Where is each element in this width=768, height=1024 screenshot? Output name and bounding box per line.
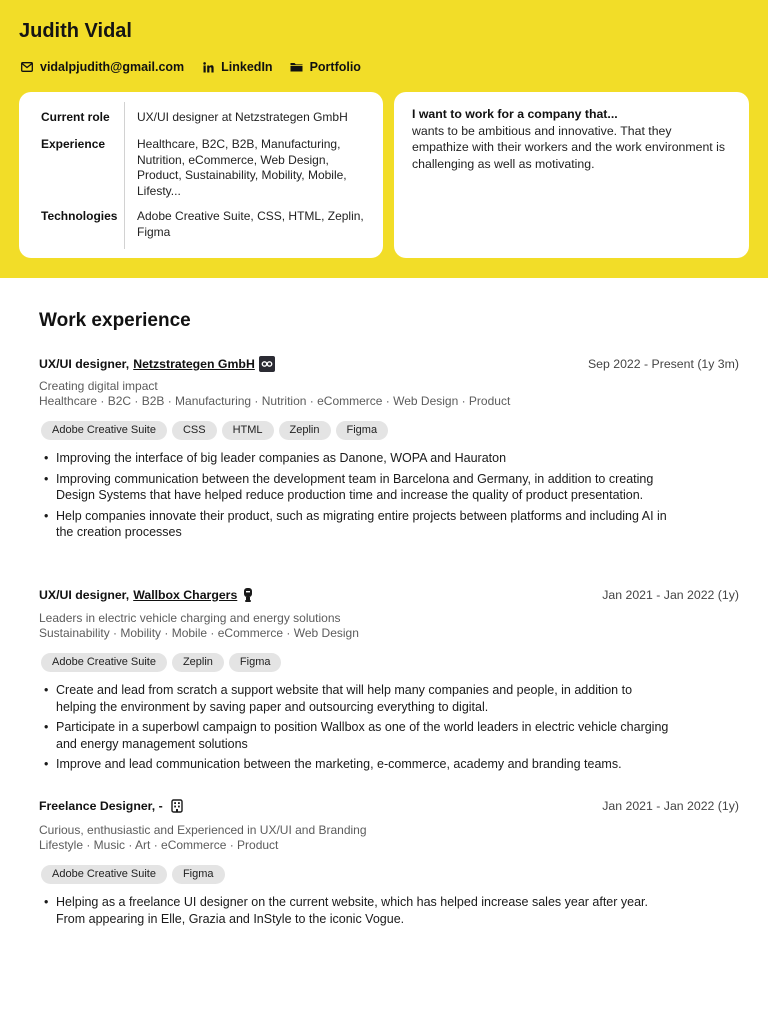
- email-link[interactable]: [19, 59, 184, 75]
- skill-tag: Zeplin: [172, 653, 224, 672]
- job-tagline: Leaders in electric vehicle charging and energy solutions: [39, 611, 341, 625]
- summary-row-current-role: [19, 102, 383, 133]
- job-title: [39, 356, 275, 372]
- netzstrategen-logo-icon: [259, 356, 275, 372]
- skill-tag: Figma: [336, 421, 389, 440]
- summary-value: UX/UI designer at Netzstrategen GmbH: [124, 102, 369, 133]
- linkedin-icon: [200, 59, 216, 75]
- list-item: • Improve and lead communication between the marketing, e-commerce, academy and branding teams.: [44, 757, 622, 771]
- tag-list: [41, 421, 739, 440]
- building-icon: [171, 799, 183, 813]
- company-link[interactable]: Wallbox Chargers: [133, 588, 238, 602]
- bullet-text: Create and lead from scratch a support website that will help many companies and people, in addition to helping the environment by saving paper and outsourcing everything to digital.: [56, 683, 633, 714]
- job-sectors: Sustainability · Mobility · Mobile · eCommerce · Web Design: [39, 626, 359, 640]
- skill-tag: Figma: [229, 653, 282, 672]
- job-sectors: Healthcare · B2C · B2B · Manufacturing · Nutrition · eCommerce · Web Design · Product: [39, 394, 511, 408]
- tag-list: [41, 865, 739, 884]
- summary-row-technologies: [19, 206, 383, 249]
- job-date: Jan 2021 - Jan 2022 (1y): [602, 799, 739, 813]
- bullet-text: Improving communication between the development team in Barcelona and Germany, in addition to creating Design Systems that have helped reduce production time and increase the quality of product presentation.: [56, 471, 654, 502]
- job-title: [39, 799, 183, 813]
- work-experience-title: Work experience: [39, 310, 191, 331]
- folder-icon: [289, 59, 305, 75]
- summary-row-experience: [19, 133, 383, 206]
- linkedin-text: LinkedIn: [221, 60, 273, 74]
- tag-list: [41, 653, 739, 672]
- summary-label: Experience: [41, 137, 106, 151]
- bullet-text: Help companies innovate their product, such as migrating entire projects between platforms and including AI in the creation processes: [56, 508, 667, 539]
- job-sectors: Lifestyle · Music · Art · eCommerce · Product: [39, 838, 279, 852]
- summary-value: Healthcare, B2C, B2B, Manufacturing, Nutrition, eCommerce, Web Design, Product, Sustainability, Mobility, Mobile, Lifesty...: [124, 133, 369, 206]
- summary-card: [19, 92, 383, 258]
- bullet-list: [39, 450, 669, 541]
- skill-tag: CSS: [172, 421, 217, 440]
- job-role: UX/UI designer,: [39, 357, 130, 371]
- list-item: • Help companies innovate their product, such as migrating entire projects between platforms and including AI in the creation processes: [39, 508, 669, 541]
- skill-tag: HTML: [222, 421, 274, 440]
- list-item: • Participate in a superbowl campaign to position Wallbox as one of the world leaders in electric vehicle charging and energy management solutions: [44, 720, 669, 751]
- goal-card: [394, 92, 749, 258]
- skill-tag: Adobe Creative Suite: [41, 421, 167, 440]
- envelope-icon: [19, 59, 35, 75]
- skill-tag: Adobe Creative Suite: [41, 653, 167, 672]
- summary-label: Current role: [41, 110, 110, 124]
- bullet-list: [39, 894, 669, 927]
- job-tagline: Creating digital impact: [39, 379, 158, 393]
- bullet-text: Improve and lead communication between the marketing, e-commerce, academy and branding teams.: [56, 757, 622, 771]
- list-item: • Improving the interface of big leader companies as Danone, WOPA and Hauraton: [44, 451, 507, 465]
- goal-text: wants to be ambitious and innovative. That they empathize with their workers and the work environment is challenging as well as motivating.: [412, 123, 726, 171]
- skill-tag: Zeplin: [279, 421, 331, 440]
- job-date: Jan 2021 - Jan 2022 (1y): [602, 588, 739, 602]
- skill-tag: Figma: [172, 865, 225, 884]
- list-item: • Create and lead from scratch a support website that will help many companies and people, in addition to helping the environment by saving paper and outsourcing everything to digital.: [39, 682, 669, 715]
- profile-name: Judith Vidal: [19, 20, 132, 42]
- goal-lead: I want to work for a company that...: [412, 107, 618, 121]
- linkedin-link[interactable]: [200, 59, 272, 75]
- company-link[interactable]: Netzstrategen GmbH: [133, 357, 255, 371]
- contact-links: [19, 59, 377, 75]
- profile-header: [0, 0, 768, 278]
- job-date: Sep 2022 - Present (1y 3m): [587, 357, 739, 371]
- job-entry: [39, 796, 739, 931]
- summary-table: [19, 102, 383, 249]
- bullet-text: Helping as a freelance UI designer on the current website, which has helped increase sales year after year. From appearing in Elle, Grazia and InStyle to the iconic Vogue.: [56, 895, 648, 926]
- summary-label: Technologies: [41, 209, 118, 223]
- job-role: Freelance Designer, -: [39, 799, 163, 813]
- skill-tag: Adobe Creative Suite: [41, 865, 167, 884]
- summary-value: Adobe Creative Suite, CSS, HTML, Zeplin, Figma: [124, 206, 369, 249]
- job-entry: [39, 585, 739, 777]
- list-item: • Improving communication between the development team in Barcelona and Germany, in addition to creating Design Systems that have helped reduce production time and increase the quality of product presentation.: [39, 471, 669, 504]
- portfolio-link[interactable]: [289, 59, 361, 75]
- bullet-text: Participate in a superbowl campaign to position Wallbox as one of the world leaders in electric vehicle charging and energy management solutions: [56, 720, 669, 751]
- bullet-text: Improving the interface of big leader companies as Danone, WOPA and Hauraton: [56, 451, 507, 465]
- list-item: • Helping as a freelance UI designer on the current website, which has helped increase sales year after year. From appearing in Elle, Grazia and InStyle to the iconic Vogue.: [39, 894, 669, 927]
- email-text: vidalpjudith@gmail.com: [40, 60, 185, 74]
- job-role: UX/UI designer,: [39, 588, 130, 602]
- bullet-list: [39, 682, 669, 773]
- job-entry: [39, 354, 739, 545]
- portfolio-text: Portfolio: [309, 60, 361, 74]
- job-tagline: Curious, enthusiastic and Experienced in UX/UI and Branding: [39, 823, 367, 837]
- job-title: [39, 587, 255, 603]
- wallbox-logo-icon: [241, 587, 255, 603]
